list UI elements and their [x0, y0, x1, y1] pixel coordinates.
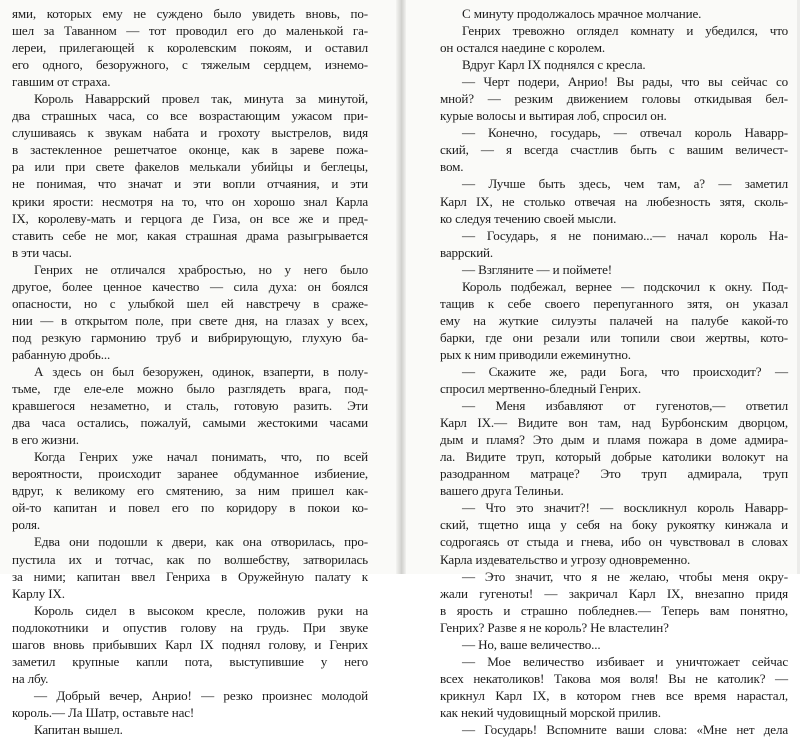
- text-line: содрогаясь от стыда и гнева, ибо он чувствовал в словах: [440, 534, 788, 550]
- text-line: барки, где они резали или топили свои жертвы, кото-: [440, 329, 788, 345]
- text-line: два страшных часа, со все возрастающим ужасом при-: [12, 108, 368, 124]
- text-line: ра или при свете факелов мелькали убийцы и беглецы,: [12, 159, 368, 175]
- text-line: — Добрый вечер, Анрио! — резко произнес молодой: [34, 687, 368, 703]
- text-line: ко следуя течению своей мысли.: [440, 210, 617, 226]
- text-line: Король сидел в высоком кресле, положив руки на: [34, 602, 368, 618]
- text-line: ла. Видите труп, который добрые католики волокут на: [440, 449, 788, 465]
- text-line: заметил крупные капли пота, выступившие у него: [12, 653, 368, 669]
- text-line: Король подбежал, вернее — подскочил к окну. Под-: [462, 278, 788, 294]
- text-line: — Это значит, что я не желаю, чтобы меня окру-: [462, 568, 788, 584]
- text-line: роля.: [12, 517, 41, 533]
- text-line: варрский.: [440, 244, 494, 260]
- text-line: лереи, прилегающей к королевским покоям, и оставил: [12, 40, 368, 56]
- text-line: вом.: [440, 159, 464, 175]
- text-line: под резкую гармонию труб и вибрирующую, глухую ба-: [12, 329, 368, 345]
- text-line: он остался наедине с королем.: [440, 40, 605, 56]
- text-line: Карлу IX.: [12, 585, 65, 601]
- text-line: на лбу.: [12, 670, 49, 686]
- text-line: — Государь, я не понимаю...— начал король На-: [462, 227, 788, 243]
- text-line: в эти часы.: [12, 244, 72, 260]
- text-line: ой-то капитан и повел его по коридору в покои ко-: [12, 500, 368, 516]
- text-line: два часа остались, пожалуй, самыми жестокими часами: [12, 415, 368, 431]
- text-line: слушиваясь к звукам набата и грохоту выстрелов, видя: [12, 125, 368, 141]
- text-line: — Скажите же, ради Бога, что происходит? —: [462, 363, 788, 379]
- text-line: ставить себе не мог, какая страшная драма разыгрывается: [12, 227, 368, 243]
- text-line: IX, королеву-мать и герцога де Гиза, он все же и пред-: [12, 210, 368, 226]
- text-line: гавшим от страха.: [12, 74, 111, 90]
- text-line: разодранном матраце? Это труп адмирала, труп: [440, 466, 788, 482]
- text-line: Генрих? Разве я не король? Не властелин?: [440, 619, 669, 635]
- text-line: опасности, но с улыбкой шел ей навстречу в сраже-: [12, 295, 368, 311]
- text-line: — Лучше быть здесь, чем там, а? — заметил: [462, 176, 788, 192]
- text-line: тащив к себе своего перепуганного зятя, он указал: [440, 295, 788, 311]
- text-line: его одного, безоружного, с тяжелым сердцем, изнемо-: [12, 57, 368, 73]
- text-line: нии — в открытом поле, при свете дня, на глазах у всех,: [12, 312, 368, 328]
- left-page: [12, 5, 368, 737]
- text-line: не понимая, что значат и эти вопли отчаяния, и эти: [12, 176, 368, 192]
- text-line: спросил мертвенно-бледный Генрих.: [440, 381, 641, 397]
- text-line: пустила их и тотчас, как по волшебству, затворилась: [12, 551, 368, 567]
- text-line: другое, более ценное качество — сила духа: он боялся: [12, 278, 368, 294]
- text-line: Генрих тревожно оглядел комнату и убедился, что: [462, 23, 788, 39]
- text-line: Король Наваррский провел так, минута за минутой,: [34, 91, 368, 107]
- text-line: — Черт подери, Анрио! Вы рады, что вы сейчас со: [462, 74, 788, 90]
- text-line: за ними; капитан ввел Генриха в Оружейную палату к: [12, 568, 368, 584]
- text-line: — Государь! Вспомните ваши слова: «Мне нет дела: [462, 721, 788, 737]
- text-line: мной? — резким движением головы откидывая бел-: [440, 91, 788, 107]
- text-line: — Взгляните — и поймете!: [462, 261, 612, 277]
- text-line: в застекленное решетчатое оконце, как в зареве пожа-: [12, 142, 368, 158]
- text-line: — Мое величество избивает и уничтожает сейчас: [462, 653, 788, 669]
- text-line: — Конечно, государь, — отвечал король Наварр-: [462, 125, 788, 141]
- text-line: шел за Таванном — тот проводил его до маленькой га-: [12, 23, 368, 39]
- right-page: [440, 5, 788, 737]
- text-line: дым и пламя? Это дым и пламя пожара в доме адмира-: [440, 432, 788, 448]
- text-line: С минуту продолжалось мрачное молчание.: [462, 6, 702, 21]
- text-line: жали гугеноты! — закричал Карл IX, внезапно придя: [440, 585, 788, 601]
- text-line: Едва они подошли к двери, как она отворилась, про-: [34, 534, 368, 550]
- text-line: как некий чудовищный морской прилив.: [440, 704, 661, 720]
- text-line: Капитан вышел.: [34, 721, 123, 737]
- text-line: крики ярости: несмотря на то, что он хорошо знал Карла: [12, 193, 368, 209]
- text-line: ский, тщетно ища у себя на боку рукоятку кинжала и: [440, 517, 788, 533]
- text-line: вероятности, происходит заранее обдуманное избиение,: [12, 466, 368, 482]
- text-line: всех некатоликов! Такова моя воля! Вы не католик? —: [440, 670, 788, 686]
- text-line: А здесь он был безоружен, одинок, взаперти, в полу-: [34, 363, 368, 379]
- text-line: вдруг, к великому его смятению, за ним пришел как-: [12, 483, 368, 499]
- text-line: ями, которых ему не суждено было увидеть вновь, по-: [12, 6, 368, 21]
- text-line: подлокотники и опустив голову на грудь. При звуке: [12, 619, 368, 635]
- text-line: ему на жуткие силуэты палачей на палубе какой-то: [440, 312, 788, 328]
- text-line: — Меня избавляют от гугенотов,— ответил: [462, 398, 788, 414]
- text-line: рых к ним приводили ежеминутно.: [440, 346, 631, 362]
- text-line: курые волосы и вытирая лоб, спросил он.: [440, 108, 667, 124]
- text-line: Карл IX.— Видите вон там, над Бурбонским дворцом,: [440, 415, 788, 431]
- book-gutter: [396, 0, 406, 574]
- text-line: крикнул Карл IX, в котором гнев все время нарастал,: [440, 687, 788, 703]
- text-line: Когда Генрих уже начал понимать, что, по всей: [34, 449, 368, 465]
- text-line: тьме, где еле-еле можно было разглядеть врага, под-: [12, 381, 368, 397]
- text-line: ский, — я всегда счастлив быть с вашим величест-: [440, 142, 788, 158]
- text-line: Карла издевательство и угрозу одновременно.: [440, 551, 691, 567]
- text-line: шагов вновь прибывших Карл IX поднял голову, и Генрих: [12, 636, 368, 652]
- text-line: в ярость и страшно побледнев.— Теперь вам понятно,: [440, 602, 788, 618]
- text-line: Карл IX, не столько отвечая на любезность зятя, сколь-: [440, 193, 788, 209]
- text-line: Вдруг Карл IX поднялся с кресла.: [462, 57, 646, 73]
- text-line: кравшегося незаметно, и сталь, готовую разить. Эти: [12, 398, 368, 414]
- text-line: рабанную дробь...: [12, 346, 111, 362]
- text-line: Генрих не отличался храбростью, но у него было: [34, 261, 368, 277]
- text-line: в его жизни.: [12, 432, 79, 448]
- text-line: — Что это значит?! — воскликнул король Наварр-: [462, 500, 788, 516]
- text-line: — Но, ваше величество...: [462, 636, 601, 652]
- text-line: король.— Ла Шатр, оставьте нас!: [12, 704, 195, 720]
- text-line: вашего друга Телиньи.: [440, 483, 564, 499]
